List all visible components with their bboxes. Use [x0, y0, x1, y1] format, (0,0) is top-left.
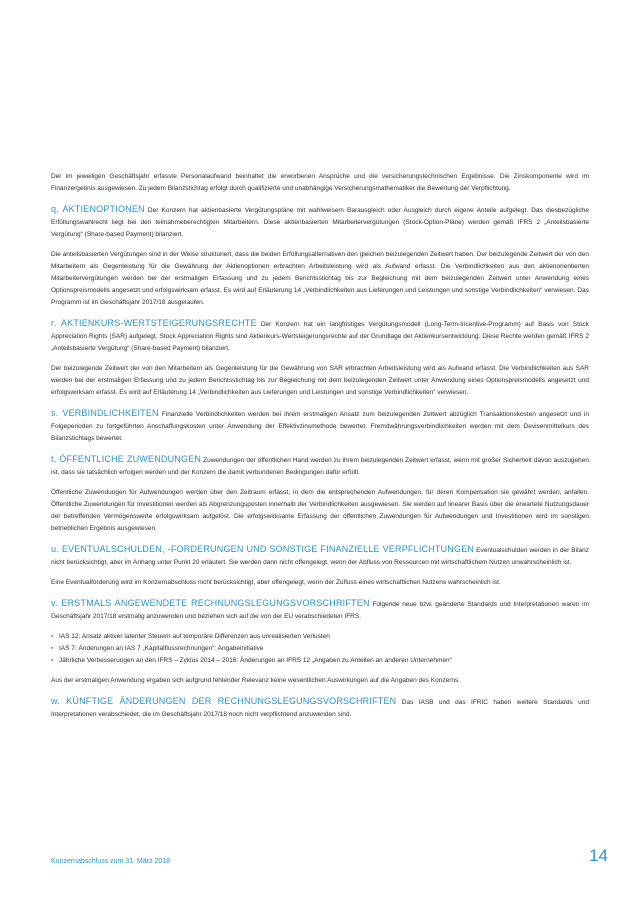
section-q-text: Der Konzern hat aktienbasierte Vergütungspläne mit wahlweisem Barausgleich oder Ausgleich durch eigene Anteile aufgelegt. Das diesbezügliche Erfüllungswahlrecht liegt bei den teilnahmeberechtigten Mitarbeitern. Diese aktienbasierten Mitarbeitervergütungen (Stock-Option-Pläne) werden gemäß IFRS 2 „Anteilsbasierte Vergütung“ (Share-based Payment) bilanziert. — [51, 207, 589, 238]
section-u-text: Eventualschulden werden in der Bilanz nicht berücksichtigt, aber im Anhang unter Punkt 20 erläutert. Sie werden dann nicht offengelegt, wenn der Abfluss von Ressourcen mit wirtschaftlichem Nutzen unwahrscheinlich ist. — [51, 547, 589, 566]
section-r-paragraph-2: Der beizulegende Zeitwert der von den Mitarbeitern als Gegenleistung für die Gewährung von SAR erbrachten Arbeitsleistung wird als Aufwand erfasst. Die Verbindlichkeiten aus SAR werden bei der erstmaligen Erfassung und zu jedem Berichtsstichtag bis zur Begleichung mit dem beizulegenden Zeitwert unter Anwendung eines Optionspreismodells angesetzt und erfolgswirksam erfasst. Es wird auf Erläuterung 14 „Verbindlichkeiten aus Lieferungen und Leistungen und sonstige Verbindlichkeiten“ verwiesen. — [51, 365, 589, 396]
list-item — [51, 631, 589, 643]
section-t-text: Zuwendungen der öffentlichen Hand werden zu ihrem beizulegenden Zeitwert erfasst, wenn mit großer Sicherheit davon auszugehen ist, dass sie tatsächlich erfolgen werden und der Konzern die damit verbundenen Bedingungen dafür erfüllt. — [51, 457, 590, 476]
section-v-bullet-list — [51, 631, 589, 667]
list-item-text: Jährliche Verbesserungen an den IFRS – Zyklus 2014 – 2016: Änderungen an IFRS 12 „Angaben zu Anteilen an anderen Unternehmen“ — [59, 657, 452, 664]
section-r-text: Der Konzern hat ein langfristiges Vergütungsmodell (Long-Term-Incentive-Programm) auf Basis von Stock Appreciation Rights (SAR) aufgelegt. Stock Appreciation Rights sind Aktienkurs-Wertsteigerungsrechte auf der Grundlage der Aktienkursentwicklung. Diese Rechte werden gemäß IFRS 2 „Anteilsbasierte Vergütung“ (Share-based Payment) bilanziert. — [51, 321, 590, 352]
section-v-paragraph-2: Aus der erstmaligen Anwendung ergaben sich aufgrund fehlender Relevanz keine wesentlichen Auswirkungen auf die Angaben des Konzerns. — [51, 677, 461, 684]
list-item-text: IAS 12: Ansatz aktiver latenter Steuern auf temporäre Differenzen aus unrealisierten Verlusten — [59, 633, 330, 640]
section-r — [51, 317, 589, 355]
document-body — [51, 171, 589, 729]
section-v-text: Folgende neue bzw. geänderte Standards und Interpretationen waren im Geschäftsjahr 2017/18 erstmalig anzuwenden und beziehen sich auf die von der EU verabschiedeten IFRS. — [51, 601, 589, 620]
section-v — [51, 597, 589, 623]
section-t-paragraph-2: Öffentliche Zuwendungen für Aufwendungen werden über den Zeitraum erfasst, in dem die entsprechenden Aufwendungen, für deren Kompensation sie gewährt werden, anfallen. Öffentliche Zuwendungen für Investitionen werden als Abgrenzungsposten innerhalb der Verbindlichkeiten ausgewiesen. Sie werden auf linearer Basis über die erwartete Nutzungsdauer der betreffenden Vermögenswerte erfolgswirksam aufgelöst. Die erfolgswirksame Erfassung der öffentlichen Zuwendungen für Aufwendungen und Investitionen wird im sonstigen betrieblichen Ergebnis ausgewiesen. — [51, 489, 589, 532]
list-item — [51, 655, 589, 667]
section-q — [51, 203, 589, 241]
section-s-heading: s. VERBINDLICHKEITEN — [51, 408, 159, 418]
section-u-paragraph-2: Eine Eventualforderung wird im Konzernabschluss nicht berücksichtigt, aber offengelegt, wenn der Zufluss eines wirtschaftlichen Nutzens wahrscheinlich ist. — [51, 579, 501, 586]
list-item — [51, 643, 589, 655]
section-s — [51, 407, 589, 445]
footer-title: Konzernabschluss zum 31. März 2018 — [51, 858, 171, 865]
section-t — [51, 453, 589, 479]
section-v-heading: v. ERSTMALS ANGEWENDETE RECHNUNGSLEGUNGSVORSCHRIFTEN — [51, 598, 370, 608]
section-w-heading: w. KÜNFTIGE ÄNDERUNGEN DER RECHNUNGSLEGUNGSVORSCHRIFTEN — [51, 696, 397, 706]
section-s-text: Finanzielle Verbindlichkeiten werden bei ihrem erstmaligen Ansatz zum beizulegenden Zeitwert abzüglich Transaktionskosten angesetzt und in Folgeperioden zu fortgeführten Anschaffungskosten unter Anwendung der Effektivzinsmethode bewertet. Fremdwährungsverbindlichkeiten werden mit dem Devisenmittelkurs des Bilanzstichtags bewertet. — [51, 411, 589, 442]
section-q-heading: q. AKTIENOPTIONEN — [51, 204, 145, 214]
bullet-icon: ▪ — [51, 633, 54, 640]
bullet-icon: ▪ — [51, 657, 54, 664]
section-u-heading: u. EVENTUALSCHULDEN, -FORDERUNGEN UND SONSTIGE FINANZIELLE VERPFLICHTUNGEN — [51, 544, 475, 554]
intro-paragraph: Der im jeweiligen Geschäftsjahr erfasste Personalaufwand beinhaltet die erworbenen Ansprüche und die versicherungstechnischen Ergebnisse. Die Zinskomponente wird im Finanzergebnis ausgewiesen. Zu jedem Bilanzstichtag erfolgt durch qualifizierte und unabhängige Versicherungsmathematiker die Bewertung der Verpflichtung. — [51, 173, 589, 192]
bullet-icon: ▪ — [51, 645, 54, 652]
section-q-paragraph-2: Die anteilsbasierten Vergütungen sind in der Weise strukturiert, dass die beiden Erfüllungsalternativen den gleichen beizulegenden Zeitwert haben. Der beizulegende Zeitwert der von den Mitarbeitern als Gegenleistung für die Gewährung der Aktienoptionen erbrachten Arbeitsleistung wird als Aufwand erfasst. Die Verbindlichkeiten aus den aktienorientierten Mitarbeitervergütungen werden bei der erstmaligen Erfassung und zu jedem Berichtsstichtag bis zur Begleichung mit dem beizulegenden Zeitwert unter Anwendung eines Optionspreismodells angesetzt und erfolgswirksam erfasst. Es wird auf Erläuterung 14 „Verbindlichkeiten aus Lieferungen und Leistungen und sonstige Verbindlichkeiten“ verwiesen. Das Programm ist im Geschäftsjahr 2017/18 ausgelaufen. — [51, 251, 589, 306]
section-t-heading: t. ÖFFENTLICHE ZUWENDUNGEN — [51, 454, 202, 464]
section-r-heading: r. AKTIENKURS-WERTSTEIGERUNGSRECHTE — [51, 318, 257, 328]
list-item-text: IAS 7: Änderungen an IAS 7 „Kapitalflussrechnungen“: Angabeinitiative — [59, 645, 264, 652]
section-w-text: Das IASB und das IFRIC haben weitere Standards und Interpretationen verabschiedet, die im Geschäftsjahr 2017/18 noch nicht verpflichtend anzuwenden sind. — [51, 699, 589, 718]
page-number: 14 — [589, 846, 608, 865]
section-u — [51, 543, 589, 569]
section-w — [51, 695, 589, 721]
